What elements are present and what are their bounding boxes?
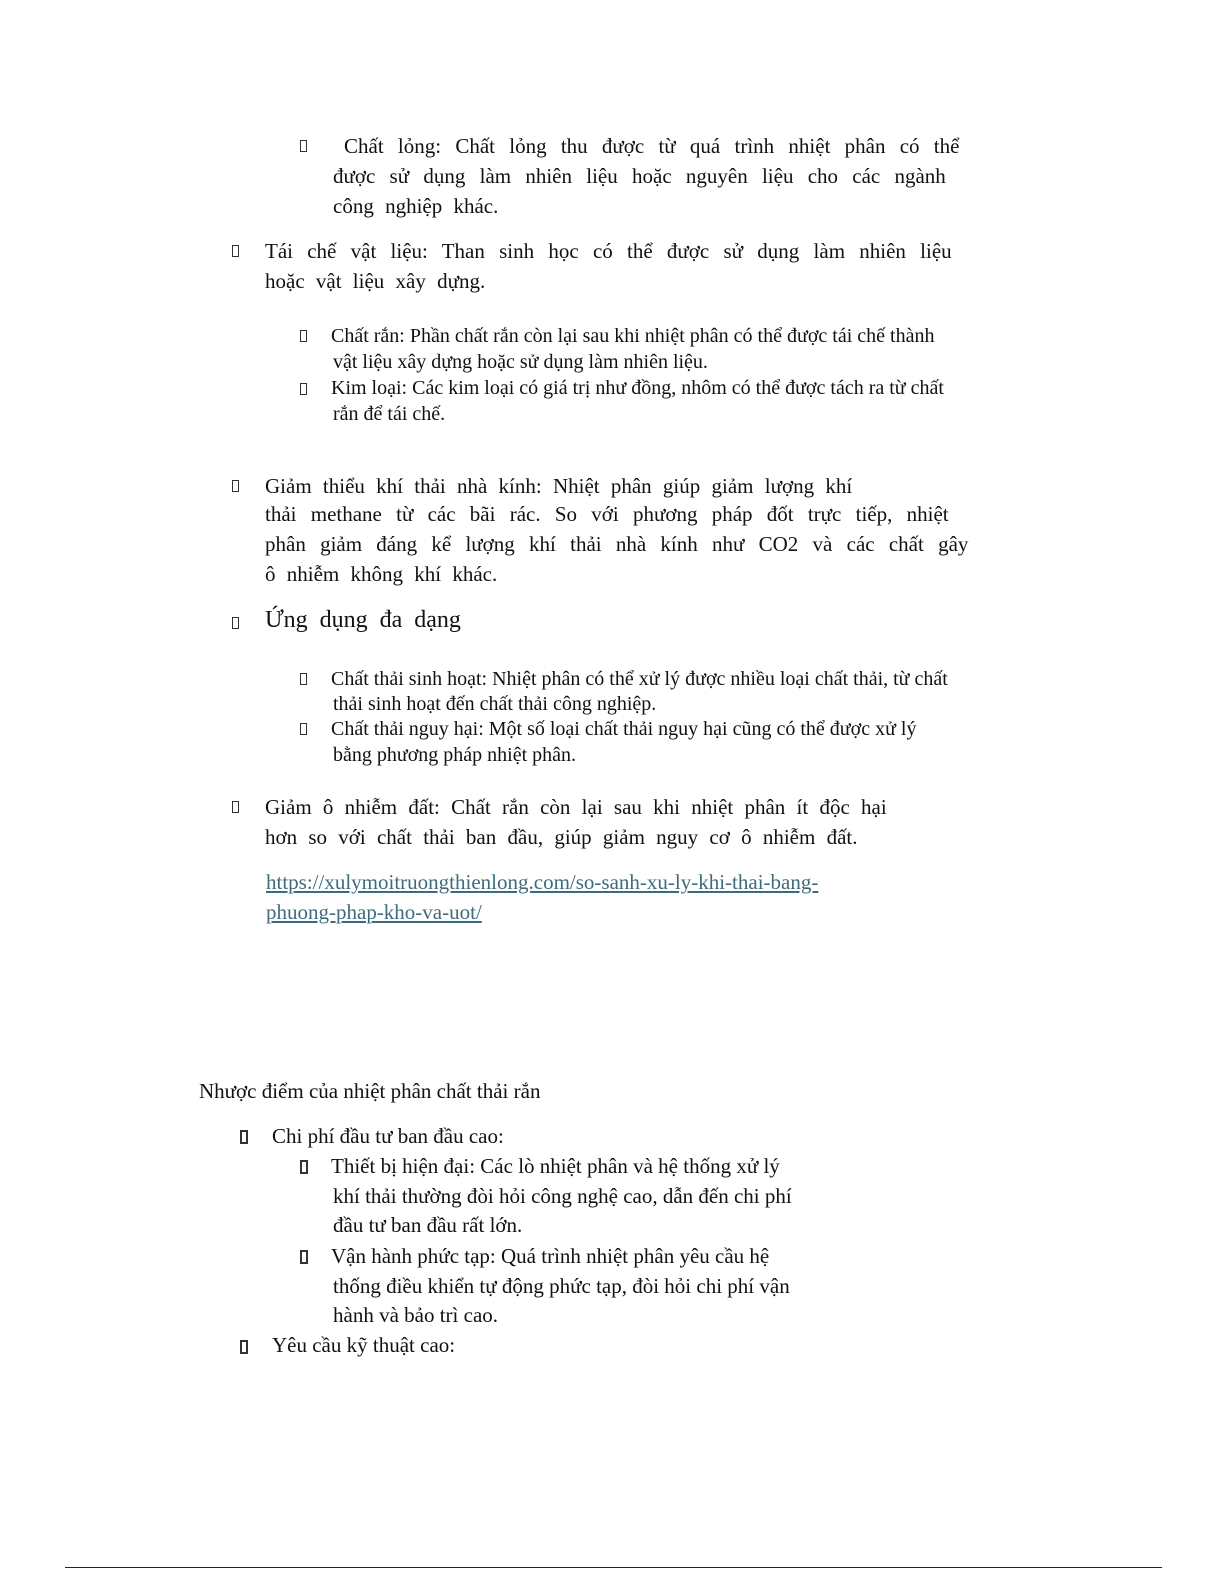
- bullet-icon: [232, 480, 239, 492]
- bullet-icon: [300, 140, 307, 152]
- diverse-heading: Ứng dụng đa dạng: [265, 607, 461, 633]
- bullet-icon: [300, 673, 307, 685]
- bullet-icon: [232, 245, 239, 257]
- soil-line-2: hơn so với chất thải ban đầu, giúp giảm nguy cơ ô nhiễm đất.: [265, 825, 858, 849]
- ops-line-3: hành và bảo trì cao.: [333, 1303, 499, 1327]
- cost-item: Chi phí đầu tư ban đầu cao:: [272, 1124, 504, 1148]
- bullet-icon: [240, 1340, 248, 1354]
- household-line-2: thải sinh hoạt đến chất thải công nghiệp.: [333, 693, 657, 715]
- bullet-icon: [232, 617, 239, 629]
- equip-line-1: Thiết bị hiện đại: Các lò nhiệt phân và hệ thống xử lý: [331, 1154, 780, 1178]
- bullet-icon: [300, 1250, 308, 1264]
- liquid-line-2: được sử dụng làm nhiên liệu hoặc nguyên liệu cho các ngành: [333, 164, 946, 188]
- hazardous-line-1: Chất thải nguy hại: Một số loại chất thải nguy hại cũng có thể được xử lý: [331, 718, 917, 740]
- recycle-line-1: Tái chế vật liệu: Than sinh học có thể được sử dụng làm nhiên liệu: [265, 239, 952, 263]
- recycle-line-2: hoặc vật liệu xây dựng.: [265, 269, 486, 293]
- solid-line-1: Chất rắn: Phần chất rắn còn lại sau khi nhiệt phân có thể được tái chế thành: [331, 325, 935, 347]
- reference-link-line-2[interactable]: phuong-phap-kho-va-uot/: [266, 900, 482, 924]
- household-line-1: Chất thải sinh hoạt: Nhiệt phân có thể xử lý được nhiều loại chất thải, từ chất: [331, 668, 948, 690]
- equip-line-3: đầu tư ban đầu rất lớn.: [333, 1213, 523, 1237]
- bullet-icon: [300, 383, 307, 395]
- bullet-icon: [300, 330, 307, 342]
- ops-line-1: Vận hành phức tạp: Quá trình nhiệt phân yêu cầu hệ: [331, 1244, 770, 1268]
- liquid-line-1: Chất lỏng: Chất lỏng thu được từ quá trình nhiệt phân có thể: [344, 134, 960, 158]
- bullet-icon: [232, 801, 239, 813]
- soil-line-1: Giảm ô nhiễm đất: Chất rắn còn lại sau khi nhiệt phân ít độc hại: [265, 795, 887, 819]
- liquid-line-3: công nghiệp khác.: [333, 194, 499, 218]
- tech-item: Yêu cầu kỹ thuật cao:: [272, 1333, 456, 1357]
- solid-line-2: vật liệu xây dựng hoặc sử dụng làm nhiên liệu.: [333, 351, 708, 373]
- metal-line-1: Kim loại: Các kim loại có giá trị như đồng, nhôm có thể được tách ra từ chất: [331, 377, 944, 399]
- page-bottom-rule: [65, 1567, 1162, 1568]
- ghg-line-1: Giảm thiểu khí thải nhà kính: Nhiệt phân giúp giảm lượng khí: [265, 474, 853, 498]
- cons-heading: Nhược điểm của nhiệt phân chất thải rắn: [199, 1079, 541, 1103]
- equip-line-2: khí thải thường đòi hỏi công nghệ cao, dẫn đến chi phí: [333, 1184, 792, 1208]
- ops-line-2: thống điều khiển tự động phức tạp, đòi hỏi chi phí vận: [333, 1274, 790, 1298]
- hazardous-line-2: bằng phương pháp nhiệt phân.: [333, 744, 577, 766]
- bullet-icon: [300, 1160, 308, 1174]
- ghg-line-2: thải methane từ các bãi rác. So với phương pháp đốt trực tiếp, nhiệt: [265, 502, 949, 526]
- bullet-icon: [240, 1130, 248, 1144]
- reference-link-line-1[interactable]: https://xulymoitruongthienlong.com/so-sanh-xu-ly-khi-thai-bang-: [266, 870, 819, 894]
- bullet-icon: [300, 723, 307, 735]
- ghg-line-4: ô nhiễm không khí khác.: [265, 562, 498, 586]
- metal-line-2: rắn để tái chế.: [333, 403, 446, 425]
- ghg-line-3: phân giảm đáng kể lượng khí thải nhà kính như CO2 và các chất gây: [265, 532, 969, 556]
